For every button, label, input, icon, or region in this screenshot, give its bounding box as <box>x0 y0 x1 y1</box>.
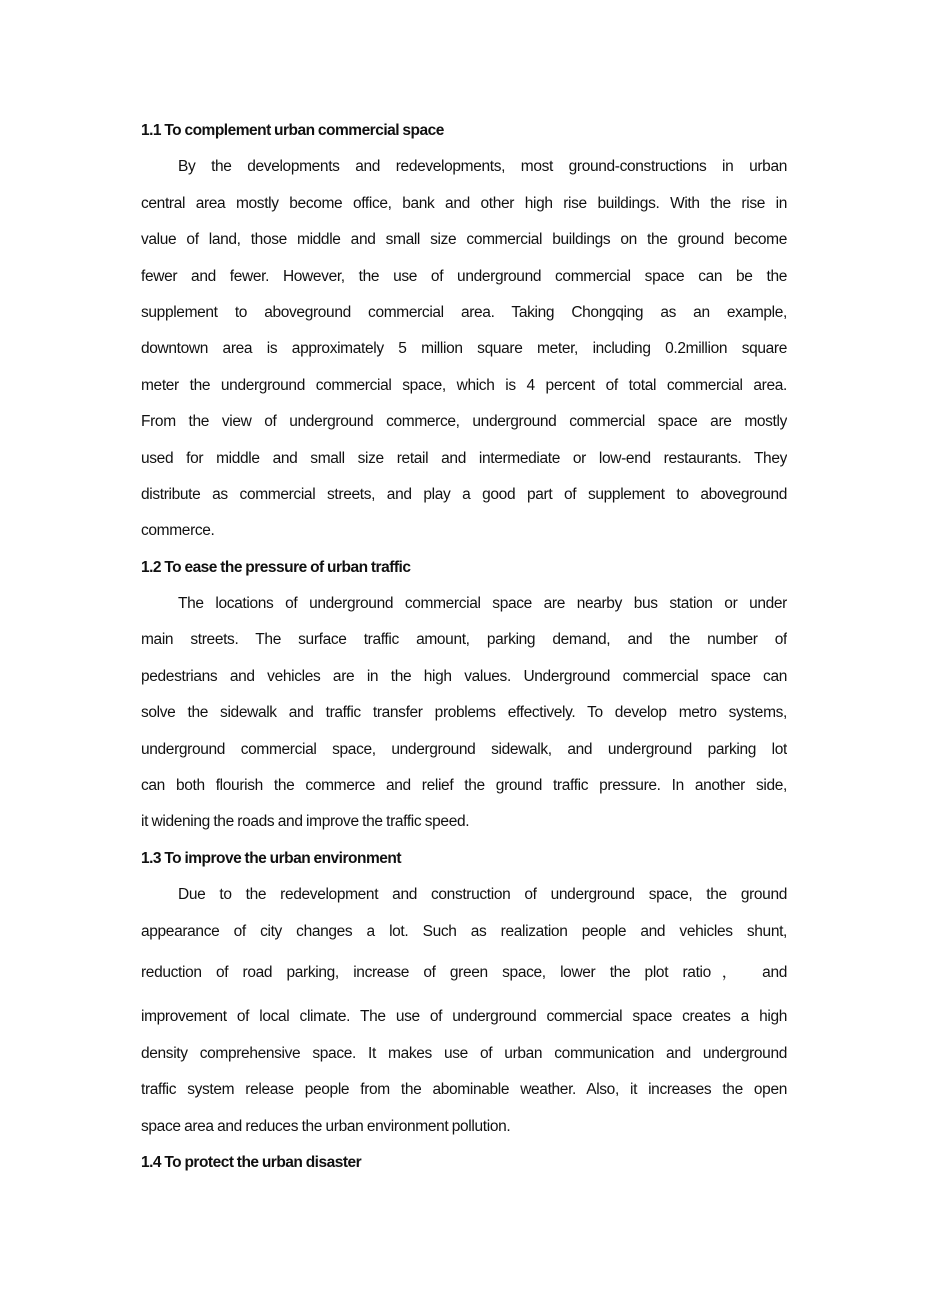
paragraph-line: distribute as commercial streets, and play a good part of supplement to aboveground <box>141 485 787 503</box>
paragraph-line: solve the sidewalk and traffic transfer problems effectively. To develop metro systems, <box>141 704 787 722</box>
paragraph-line: value of land, those middle and small size commercial buildings on the ground become <box>141 231 787 249</box>
paragraph-line: space area and reduces the urban environment pollution. <box>141 1117 511 1135</box>
paragraph-line: From the view of underground commerce, underground commercial space are mostly <box>141 413 787 431</box>
paragraph-line: By the developments and redevelopments, most ground-constructions in urban <box>178 158 787 176</box>
section-heading: 1.4 To protect the urban disaster <box>141 1153 362 1171</box>
section-3 <box>141 841 787 1145</box>
section-4 <box>141 1145 787 1181</box>
section-heading: 1.2 To ease the pressure of urban traffic <box>141 558 411 576</box>
paragraph-line: meter the underground commercial space, which is 4 percent of total commercial area. <box>141 376 787 394</box>
paragraph-line: density comprehensive space. It makes use of urban communication and underground <box>141 1044 787 1062</box>
paragraph-line: commerce. <box>141 522 215 540</box>
paragraph-line: can both flourish the commerce and relief the ground traffic pressure. In another side, <box>141 777 787 795</box>
paragraph-line: Due to the redevelopment and construction of underground space, the ground <box>178 886 787 904</box>
paragraph-line: The locations of underground commercial space are nearby bus station or under <box>178 595 787 613</box>
paragraph-line: pedestrians and vehicles are in the high values. Underground commercial space can <box>141 667 787 685</box>
paragraph-line: reduction of road parking, increase of green space, lower the plot ratio， and <box>141 963 787 981</box>
paragraph-line: fewer and fewer. However, the use of underground commercial space can be the <box>141 267 787 285</box>
section-2 <box>141 550 787 841</box>
paragraph-line: underground commercial space, underground sidewalk, and underground parking lot <box>141 740 787 758</box>
paragraph-line: improvement of local climate. The use of underground commercial space creates a high <box>141 1008 787 1026</box>
paragraph-line: used for middle and small size retail and intermediate or low-end restaurants. They <box>141 449 787 467</box>
section-heading: 1.3 To improve the urban environment <box>141 849 401 867</box>
section-1 <box>141 113 787 550</box>
paragraph-line: main streets. The surface traffic amount, parking demand, and the number of <box>141 631 787 649</box>
paragraph-line: supplement to aboveground commercial area. Taking Chongqing as an example, <box>141 303 787 321</box>
document-page <box>141 113 787 1181</box>
paragraph-line: central area mostly become office, bank and other high rise buildings. With the rise in <box>141 194 787 212</box>
paragraph-line: appearance of city changes a lot. Such as realization people and vehicles shunt, <box>141 922 787 940</box>
paragraph-line: it widening the roads and improve the traffic speed. <box>141 813 470 831</box>
section-heading: 1.1 To complement urban commercial space <box>141 122 444 139</box>
paragraph-line: downtown area is approximately 5 million square meter, including 0.2million square <box>141 340 787 358</box>
paragraph-line: traffic system release people from the abominable weather. Also, it increases the open <box>141 1081 787 1099</box>
